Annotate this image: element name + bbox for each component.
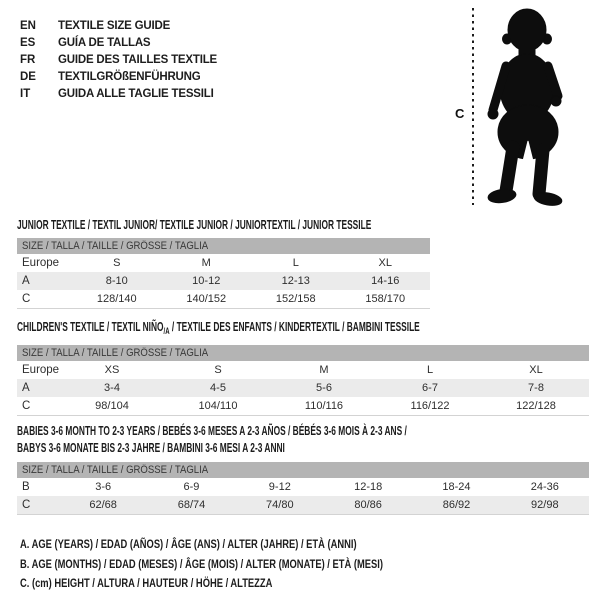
size-cell: 68/74 xyxy=(177,499,206,511)
children-table-title xyxy=(17,319,420,337)
children-title-sub: /A xyxy=(163,325,170,336)
size-cell: 80/86 xyxy=(354,499,382,511)
lang-code: ES xyxy=(20,37,36,49)
size-header-band xyxy=(17,462,589,478)
height-row xyxy=(17,290,430,308)
size-cell: 86/92 xyxy=(442,499,471,511)
children-table xyxy=(17,361,589,415)
column-header-row xyxy=(17,254,430,272)
height-measure-line xyxy=(472,8,474,205)
size-cell: 74/80 xyxy=(266,499,294,511)
lang-row-it xyxy=(20,84,217,101)
size-cell: 62/68 xyxy=(89,499,117,511)
size-header-text: SIZE / TALLA / TAILLE / GRÖSSE / TAGLIA xyxy=(22,464,209,476)
children-title-post: / TEXTILE DES ENFANTS / KINDERTEXTIL / BAMBINI TESSILE xyxy=(169,320,420,334)
size-cell: 152/158 xyxy=(275,293,316,305)
row-label-cell: A xyxy=(22,275,30,287)
lang-title: TEXTILE SIZE GUIDE xyxy=(58,20,171,32)
size-cell: 6-7 xyxy=(422,382,438,394)
lang-code: EN xyxy=(20,20,36,32)
row-label-cell: Europe xyxy=(22,364,60,376)
column-header-cell: S xyxy=(113,257,121,269)
row-label-cell: C xyxy=(22,499,31,511)
babies-table-title xyxy=(17,423,599,456)
row-label-cell: A xyxy=(22,382,30,394)
size-cell: 3-4 xyxy=(104,382,120,394)
column-header-cell: L xyxy=(426,364,434,376)
lang-code: DE xyxy=(20,71,36,83)
size-cell: 158/170 xyxy=(365,293,406,305)
footnote-height: C. (cm) HEIGHT / ALTURA / HAUTEUR / HÖHE / ALTEZZA xyxy=(20,576,273,590)
months-row xyxy=(17,478,589,496)
lang-row-de xyxy=(20,67,217,84)
footnote-age-years: A. AGE (YEARS) / EDAD (AÑOS) / ÂGE (ANS) / ALTER (JAHRE) / ETÀ (ANNI) xyxy=(20,537,357,551)
footnotes xyxy=(20,535,485,594)
column-header-cell: XL xyxy=(378,257,392,269)
column-header-cell: M xyxy=(201,257,211,269)
children-size-table xyxy=(17,345,589,416)
age-row xyxy=(17,379,589,397)
junior-table-title: JUNIOR TEXTILE / TEXTIL JUNIOR/ TEXTILE JUNIOR / JUNIORTEXTIL / JUNIOR TESSILE xyxy=(17,218,372,232)
babies-title-line1: BABIES 3-6 MONTH TO 2-3 YEARS / BEBÉS 3-6 MESES A 2-3 AÑOS / BÉBÉS 3-6 MOIS À 2-3 ANS / xyxy=(17,424,407,438)
size-cell: 4-5 xyxy=(210,382,226,394)
size-cell: 8-10 xyxy=(105,275,128,287)
lang-row-es xyxy=(20,33,217,50)
toddler-silhouette-icon xyxy=(480,0,600,215)
row-label-cell: C xyxy=(22,293,31,305)
lang-title: TEXTILGRÖßENFÜHRUNG xyxy=(58,71,201,83)
height-row xyxy=(17,397,589,415)
junior-size-table xyxy=(17,238,430,309)
size-cell: 18-24 xyxy=(442,481,471,493)
lang-title: GUÍA DE TALLAS xyxy=(58,37,151,49)
size-header-band xyxy=(17,238,430,254)
size-cell: 12-13 xyxy=(281,275,310,287)
junior-table xyxy=(17,254,430,308)
footnote-age-months: B. AGE (MONTHS) / EDAD (MESES) / ÂGE (MOIS) / ALTER (MONATE) / ETÀ (MESI) xyxy=(20,556,383,571)
size-cell: 116/122 xyxy=(410,400,450,412)
size-header-band xyxy=(17,345,589,361)
lang-code: FR xyxy=(20,54,36,66)
size-cell: 104/110 xyxy=(198,400,238,412)
size-cell: 128/140 xyxy=(96,293,137,305)
size-cell: 5-6 xyxy=(316,382,332,394)
age-row xyxy=(17,272,430,290)
column-header-cell: S xyxy=(214,364,222,376)
size-cell: 12-18 xyxy=(354,481,383,493)
language-header xyxy=(20,16,217,101)
size-cell: 92/98 xyxy=(531,499,559,511)
size-cell: 24-36 xyxy=(530,481,559,493)
size-cell: 14-16 xyxy=(371,275,400,287)
babies-title-line2: BABYS 3-6 MONATE BIS 2-3 JAHRE / BAMBINI 3-6 MESI A 2-3 ANNI xyxy=(17,440,285,455)
size-header-text: SIZE / TALLA / TAILLE / GRÖSSE / TAGLIA xyxy=(22,347,209,359)
babies-table xyxy=(17,478,589,514)
column-header-row xyxy=(17,361,589,379)
size-cell: 6-9 xyxy=(183,481,200,493)
lang-title: GUIDE DES TAILLES TEXTILE xyxy=(58,54,217,66)
size-cell: 140/152 xyxy=(186,293,227,305)
lang-code: IT xyxy=(20,88,31,100)
row-label-cell: C xyxy=(22,400,31,412)
babies-size-table xyxy=(17,462,589,515)
lang-title: GUIDA ALLE TAGLIE TESSILI xyxy=(58,88,214,100)
lang-row-fr xyxy=(20,50,217,67)
size-cell: 98/104 xyxy=(95,400,129,412)
size-header-text: SIZE / TALLA / TAILLE / GRÖSSE / TAGLIA xyxy=(22,240,209,252)
size-cell: 110/116 xyxy=(304,400,344,412)
column-header-cell: M xyxy=(319,364,329,376)
size-cell: 7-8 xyxy=(528,382,544,394)
size-cell: 9-12 xyxy=(268,481,291,493)
row-label-cell: Europe xyxy=(22,257,60,269)
size-cell: 10-12 xyxy=(192,275,221,287)
column-header-cell: L xyxy=(292,257,299,269)
lang-row-en xyxy=(20,16,217,33)
size-cell: 122/128 xyxy=(516,400,556,412)
column-header-cell: XS xyxy=(104,364,120,376)
size-cell: 3-6 xyxy=(95,481,112,493)
children-title-pre: CHILDREN'S TEXTILE / TEXTIL NIÑO xyxy=(17,320,164,334)
row-label-cell: B xyxy=(22,481,30,493)
column-header-cell: XL xyxy=(529,364,543,376)
height-measure-label: C xyxy=(455,106,465,121)
height-row xyxy=(17,496,589,514)
